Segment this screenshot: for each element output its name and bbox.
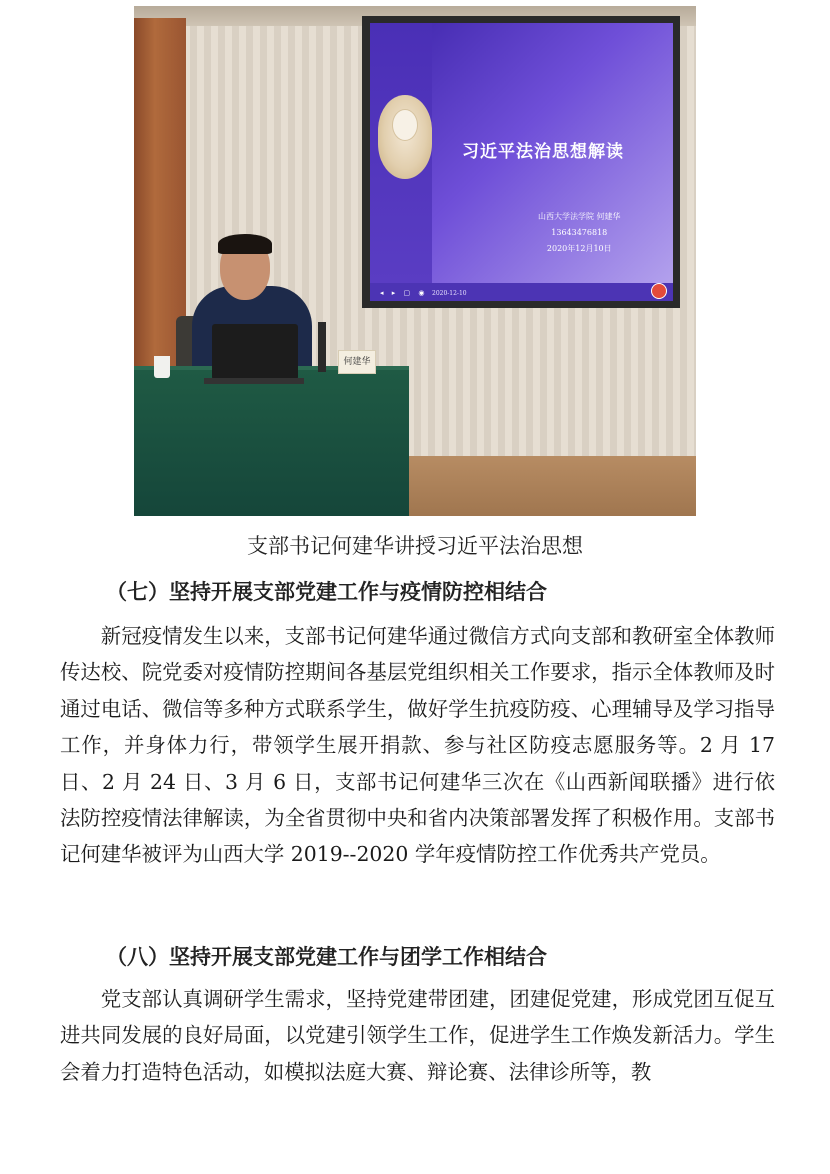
- photo-caption: 支部书记何建华讲授习近平法治思想: [247, 534, 583, 558]
- section-body-8: 党支部认真调研学生需求，坚持党建带团建，团建促党建，形成党团互促互进共同发展的良好局面，以党建引领学生工作，促进学生工作焕发新活力。学生会着力打造特色活动，如模拟法庭大赛、辩论赛、法律诊所等，教: [60, 987, 775, 1084]
- slide-bottom-bar: [370, 283, 673, 301]
- desk: [134, 370, 409, 516]
- section-heading-7: （七）坚持开展支部党建工作与疫情防控相结合: [106, 579, 547, 604]
- slide-author: 山西大学法学院 何建华: [538, 212, 621, 221]
- paper-cup: [154, 356, 170, 378]
- laptop: [212, 324, 298, 380]
- nameplate: 何建华: [338, 350, 376, 374]
- projection-slide: [370, 23, 673, 301]
- slide-control-icons: ◂ ▸ ▢ ◉: [380, 289, 428, 297]
- slide-date: 2020年12月10日: [546, 244, 612, 253]
- section-heading-8: （八）坚持开展支部党建工作与团学工作相结合: [106, 944, 547, 969]
- microphone: [318, 322, 326, 372]
- section-body-7: 新冠疫情发生以来，支部书记何建华通过微信方式向支部和教研室全体教师传达校、院党委对疫情防控期间各基层党组织相关工作要求，指示全体教师及时通过电话、微信等多种方式联系学生，做好学生抗疫防疫、心理辅导及学习指导工作，并身体力行，带领学生展开捐款、参与社区防疫志愿服务等。2 月 17 日、2 月 24 日、3 月 6 日，支部书记何建华三次在《山西新闻联播》进行依法防控疫情法律解读，为全省贯彻中央和省内决策部署发挥了积极作用。支部书记何建华被评为山西大学 2019--2020 学年疫情防控工作优秀共产党员。: [60, 624, 775, 867]
- slide-portrait-head: [392, 109, 418, 141]
- lecture-photo: [134, 6, 696, 516]
- slide-title: 习近平法治思想解读: [462, 142, 624, 162]
- laptop-base: [204, 378, 304, 384]
- speaker-hair: [218, 234, 272, 254]
- slide-phone: 13643476818: [551, 228, 608, 237]
- slide-info: [538, 209, 621, 257]
- university-logo-icon: [651, 283, 667, 299]
- slide-footer-date: 2020-12-10: [432, 290, 467, 297]
